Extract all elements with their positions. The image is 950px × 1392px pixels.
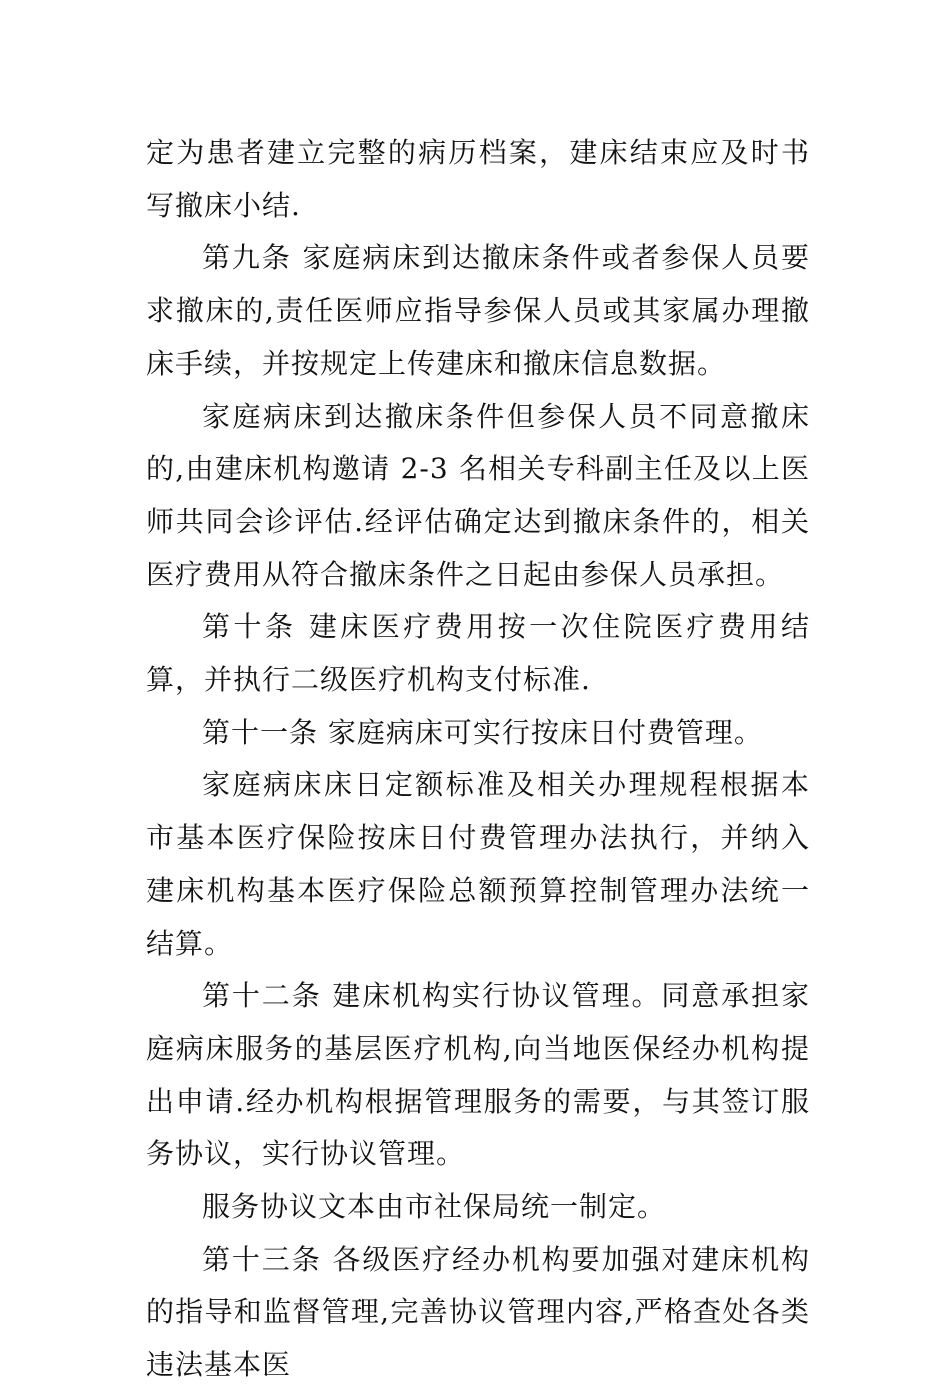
paragraph-article-10: 第十条 建床医疗费用按一次住院医疗费用结算，并执行二级医疗机构支付标准. <box>146 610 810 697</box>
document-body <box>146 127 810 1392</box>
paragraph-article-12-clause-2: 服务协议文本由市社保局统一制定。 <box>202 1190 667 1224</box>
paragraph-continuation: 定为患者建立完整的病历档案，建床结束应及时书写撤床小结. <box>146 136 810 222</box>
paragraph-article-11: 第十一条 家庭病床可实行按床日付费管理。 <box>202 715 763 749</box>
paragraph-article-11-clause-2: 家庭病床床日定额标准及相关办理规程根据本市基本医疗保险按床日付费管理办法执行，并纳入建床机构基本医疗保险总额预算控制管理办法统一结算。 <box>146 768 810 960</box>
paragraph-article-13: 第十三条 各级医疗经办机构要加强对建床机构的指导和监督管理,完善协议管理内容,严格查处各类违法基本医 <box>146 1242 810 1382</box>
paragraph-article-9: 第九条 家庭病床到达撤床条件或者参保人员要求撤床的,责任医师应指导参保人员或其家属办理撤床手续，并按规定上传建床和撤床信息数据。 <box>146 241 810 380</box>
paragraph-article-9-clause-2: 家庭病床到达撤床条件但参保人员不同意撤床的,由建床机构邀请 2-3 名相关专科副主任及以上医师共同会诊评估.经评估确定达到撤床条件的，相关医疗费用从符合撤床条件之日起由参保人员承担。 <box>146 399 810 591</box>
paragraph-article-12: 第十二条 建床机构实行协议管理。同意承担家庭病床服务的基层医疗机构,向当地医保经办机构提出申请.经办机构根据管理服务的需要，与其签订服务协议，实行协议管理。 <box>146 979 810 1171</box>
